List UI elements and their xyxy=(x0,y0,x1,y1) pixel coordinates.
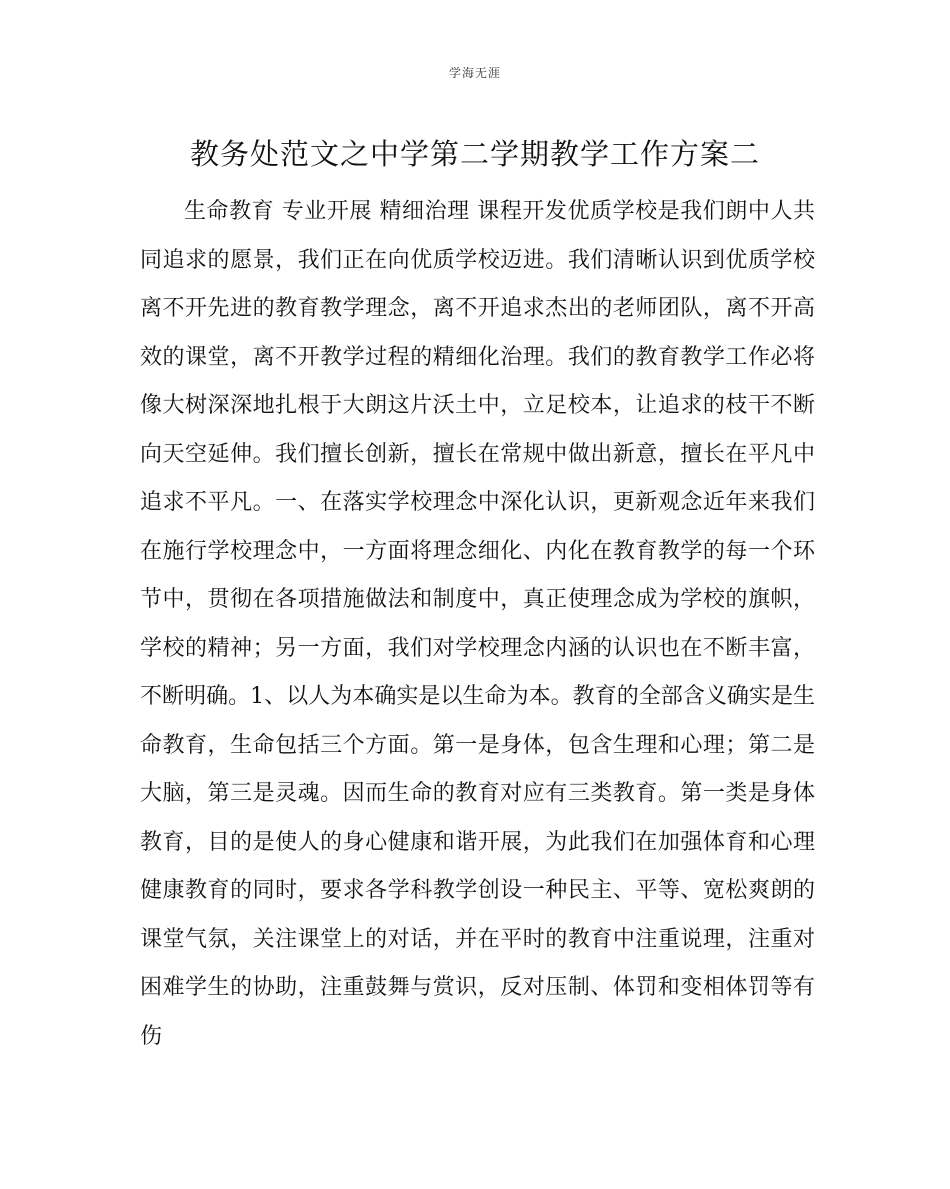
page-header: 学海无涯 xyxy=(448,66,501,80)
body-paragraph: 生命教育 专业开展 精细治理 课程开发优质学校是我们朗中人共同追求的愿景，我们正在向优质学校迈进。我们清晰认识到优质学校离不开先进的教育教学理念，离不开追求杰出的老师团队，离不开高效的课堂，离不开教学过程的精细化治理。我们的教育教学工作必将像大树深深地扎根于大朗这片沃土中，立足校本，让追求的枝干不断向天空延伸。我们擅长创新，擅长在常规中做出新意，擅长在平凡中追求不平凡。一、在落实学校理念中深化认识，更新观念近年来我们在施行学校理念中，一方面将理念细化、内化在教育教学的每一个环节中，贯彻在各项措施做法和制度中，真正使理念成为学校的旗帜，学校的精神；另一方面，我们对学校理念内涵的认识也在不断丰富，不断明确。1、以人为本确实是以生命为本。教育的全部含义确实是生命教育，生命包括三个方面。第一是身体，包含生理和心理；第二是大脑，第三是灵魂。因而生命的教育对应有三类教育。第一类是身体教育，目的是使人的身心健康和谐开展，为此我们在加强体育和心理健康教育的同时，要求各学科教学创设一种民主、平等、宽松爽朗的课堂气氛，关注课堂上的对话，并在平时的教育中注重说理，注重对困难学生的协助，注重鼓舞与赏识，反对压制、体罚和变相体罚等有伤 xyxy=(140,199,815,1049)
document-title: 教务处范文之中学第二学期教学工作方案二 xyxy=(189,137,760,171)
